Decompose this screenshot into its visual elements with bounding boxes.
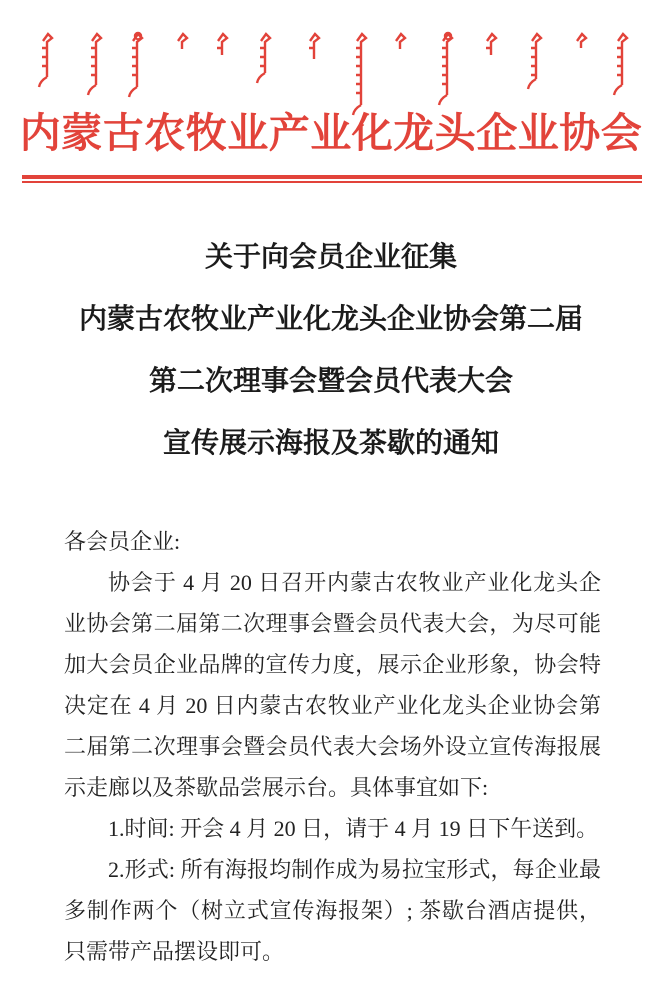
header-rule-thin [22, 181, 642, 183]
org-name: 内蒙古农牧业产业化龙头企业协会 [19, 110, 643, 156]
title-line-1: 关于向会员企业征集 [204, 242, 457, 273]
intro-paragraph: 协会于 4 月 20 日召开内蒙古农牧业产业化龙头企业协会第二届第二次理事会暨会员代表大会，为尽可能加大会员企业品牌的宣传力度，展示企业形象，协会特决定在 4 月 20 日内蒙古农牧业产业化龙头企业协会第二届第二次理事会暨会员代表大会场外设立宣传海报展示走廊以及茶歇品尝展示台。具体事宜如下: [64, 570, 601, 800]
header-rule-thick [22, 175, 642, 179]
header-rule [22, 175, 642, 183]
salutation: 各会员企业: [64, 529, 181, 554]
item-format: 2.形式: 所有海报均制作成为易拉宝形式，每企业最多制作两个（树立式宣传海报架）; 茶歇台酒店提供，只需带产品摆设即可。 [64, 857, 601, 964]
notice-title [0, 227, 662, 475]
notice-body [64, 521, 601, 972]
title-line-2: 内蒙古农牧业产业化龙头企业协会第二届 [78, 304, 583, 335]
title-line-3: 第二次理事会暨会员代表大会 [148, 366, 513, 397]
title-line-4: 宣传展示海报及茶歇的通知 [162, 428, 499, 459]
item-time: 1.时间: 开会 4 月 20 日，请于 4 月 19 日下午送到。 [108, 816, 599, 841]
